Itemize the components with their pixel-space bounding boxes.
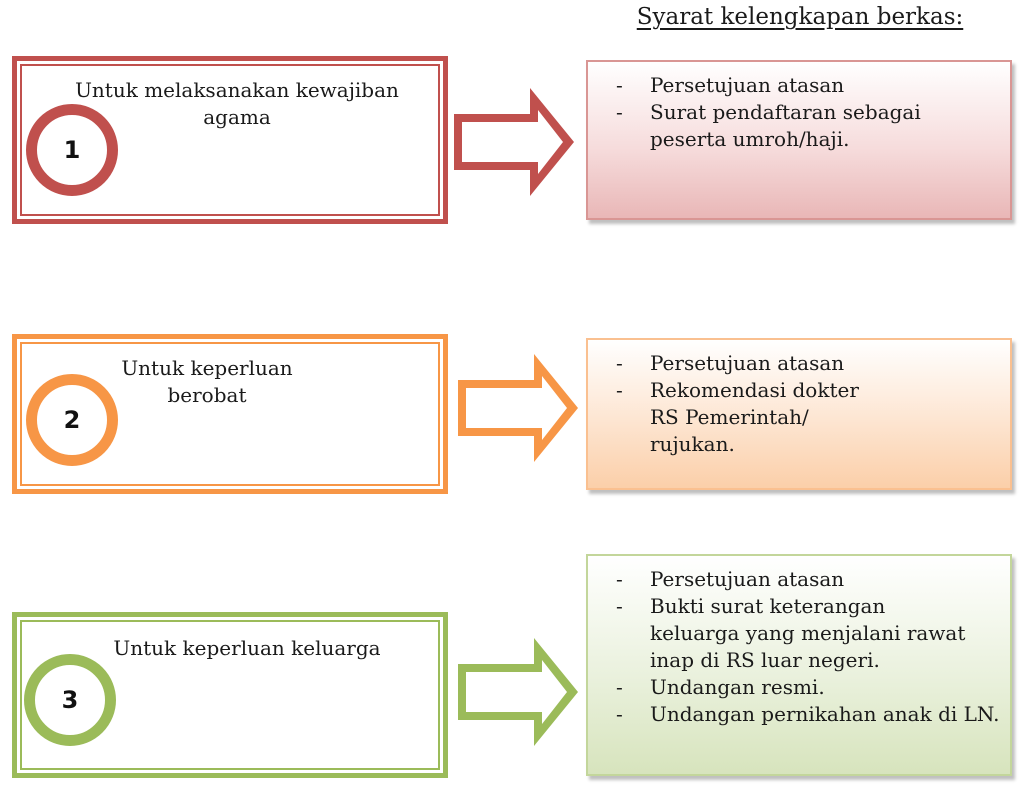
requirements-box-2	[586, 338, 1012, 490]
requirement-item: - Bukti surat keterangan keluarga yang menjalani rawat inap di RS luar negeri.	[598, 593, 1000, 674]
arrow-right-icon	[450, 84, 580, 200]
step-number-3: 3	[24, 654, 116, 746]
requirement-item: - Surat pendaftaran sebagai peserta umroh/haji.	[598, 99, 1000, 153]
requirement-item: - Persetujuan atasan	[598, 566, 1000, 593]
requirement-item: - Persetujuan atasan	[598, 72, 1000, 99]
requirements-box-1	[586, 60, 1012, 220]
requirement-item: - Undangan resmi.	[598, 674, 1000, 701]
page-title: Syarat kelengkapan berkas:	[636, 4, 964, 30]
purpose-label-3: Untuk keperluan keluarga	[113, 636, 381, 660]
arrow-right-icon	[454, 634, 584, 750]
purpose-label-1: Untuk melaksanakan kewajiban agama	[75, 78, 399, 129]
requirement-item: - Rekomendasi dokter RS Pemerintah/ rujukan.	[598, 377, 1000, 458]
requirement-item: - Undangan pernikahan anak di LN.	[598, 701, 1000, 728]
requirements-box-3	[586, 554, 1012, 776]
step-number-1: 1	[26, 104, 118, 196]
requirement-item: - Persetujuan atasan	[598, 350, 1000, 377]
purpose-label-2: Untuk keperluan berobat	[121, 356, 293, 407]
arrow-right-icon	[454, 350, 584, 466]
step-number-2: 2	[26, 374, 118, 466]
